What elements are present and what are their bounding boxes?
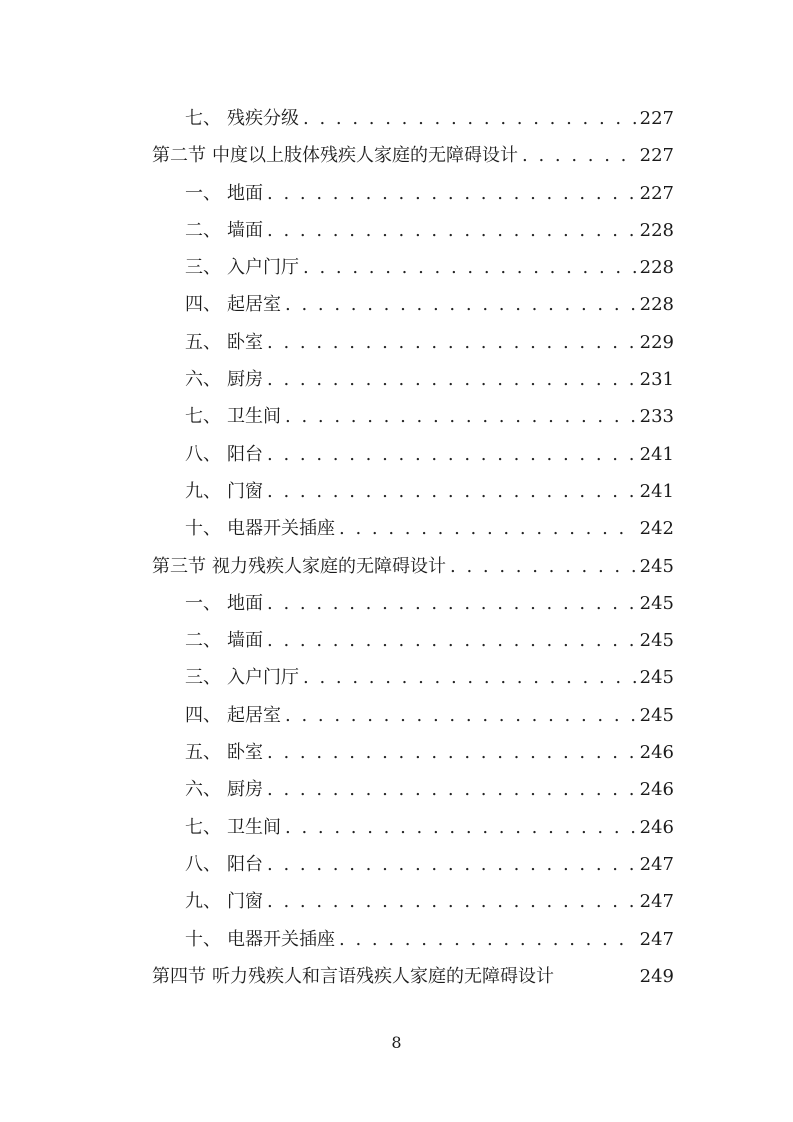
toc-leader-dots [339,510,636,547]
toc-entry-page: 228 [639,219,674,241]
toc-entry-number: 四、 [185,294,221,316]
toc-entry-text: 入户门厅 [227,667,299,689]
toc-entry-text: 残疾分级 [227,108,299,129]
toc-entry-number: 七、 [185,816,221,838]
toc-leader-dots [522,137,636,174]
toc-entry-text: 门窗 [227,480,263,502]
toc-leader-dots [267,324,636,361]
toc-entry-page: 246 [639,816,674,838]
toc-leader-dots [303,100,636,137]
toc-entry-text: 视力残疾人家庭的无障碍设计 [212,555,446,577]
toc-entry-number: 第四节 [152,965,206,987]
toc-entry-title [185,398,281,435]
toc-entry-page: 227 [639,182,674,204]
toc-item-entry[interactable] [152,361,674,398]
toc-entry-text: 入户门厅 [227,257,299,279]
toc-leader-dots [303,249,636,286]
toc-entry-number: 第三节 [152,555,206,577]
toc-entry-text: 地面 [227,592,263,614]
toc-item-entry[interactable] [152,771,674,808]
toc-item-entry[interactable] [152,175,674,212]
toc-item-entry[interactable] [152,249,674,286]
toc-item-entry[interactable] [152,734,674,771]
toc-entry-text: 卫生间 [227,406,281,428]
toc-leader-dots [267,361,636,398]
toc-item-entry[interactable] [152,809,674,846]
toc-entry-title [185,846,263,883]
toc-item-entry[interactable] [152,883,674,920]
toc-entry-page: 247 [639,853,674,875]
toc-leader-dots [339,921,636,958]
toc-entry-title [185,212,263,249]
toc-entry-number: 七、 [185,406,221,428]
toc-item-entry[interactable] [152,585,674,622]
toc-leader-dots [267,436,636,473]
toc-entry-title [152,958,554,995]
toc-leader-dots [267,212,636,249]
toc-item-entry[interactable] [152,622,674,659]
toc-leader-dots [450,548,636,585]
toc-entry-text: 阳台 [227,443,263,465]
toc-entry-title [185,175,263,212]
toc-entry-page: 245 [639,592,674,614]
toc-item-entry[interactable] [152,286,674,323]
toc-entry-title [185,286,281,323]
toc-entry-number: 一、 [185,592,221,614]
toc-item-entry[interactable] [152,921,674,958]
toc-leader-dots [285,697,636,734]
toc-section-entry[interactable] [152,137,674,174]
toc-entry-text: 地面 [227,182,263,204]
toc-leader-dots [285,809,636,846]
toc-entry-page: 229 [639,331,674,353]
toc-entry-page: 242 [639,518,674,540]
toc-entry-number: 九、 [185,891,221,913]
toc-entry-title [185,510,335,547]
toc-entry-title [185,622,263,659]
toc-entry-text: 卫生间 [227,816,281,838]
toc-entry-page: 245 [639,704,674,726]
toc-leader-dots [285,286,636,323]
toc-entry-text: 卧室 [227,742,263,764]
toc-entry-number: 五、 [185,742,221,764]
toc-entry-page: 231 [639,369,674,391]
toc-entry-title [185,361,263,398]
toc-entry-title [185,771,263,808]
toc-item-entry[interactable] [152,846,674,883]
toc-entry-text: 阳台 [227,853,263,875]
toc-entry-title [152,548,446,585]
toc-entry-title [185,324,263,361]
toc-entry-page: 249 [639,965,674,987]
toc-entry-text: 起居室 [227,294,281,316]
toc-entry-number: 三、 [185,257,221,279]
toc-entry-number: 十、 [185,518,221,540]
toc-entry-page: 241 [639,443,674,465]
toc-entry-page: 247 [639,891,674,913]
toc-item-entry[interactable] [152,324,674,361]
toc-entry-page: 227 [639,108,674,129]
toc-leader-dots [267,771,636,808]
toc-item-entry[interactable] [152,436,674,473]
toc-item-entry[interactable] [152,473,674,510]
toc-entry-page: 228 [639,257,674,279]
toc-entry-text: 墙面 [227,630,263,652]
toc-entry-text: 门窗 [227,891,263,913]
toc-entry-text: 卧室 [227,331,263,353]
toc-entry-number: 三、 [185,667,221,689]
toc-entry-number: 六、 [185,779,221,801]
toc-entry-number: 五、 [185,331,221,353]
toc-entry-text: 厨房 [227,369,263,391]
toc-entry-title [185,697,281,734]
toc-entry-page: 245 [639,630,674,652]
toc-entry-page: 245 [639,667,674,689]
toc-entry-title [185,734,263,771]
toc-entry-title [185,659,299,696]
toc-entry-page: 228 [639,294,674,316]
toc-section-entry[interactable] [152,548,674,585]
toc-entry-number: 二、 [185,630,221,652]
toc-leader-dots [303,659,636,696]
toc-entry-page: 246 [639,742,674,764]
toc-leader-dots [267,846,636,883]
toc-leader-dots [267,585,636,622]
toc-item-entry[interactable] [152,100,674,137]
table-of-contents [152,100,674,995]
toc-leader-dots [267,622,636,659]
toc-entry-title [185,883,263,920]
toc-entry-text: 起居室 [227,704,281,726]
toc-entry-number: 四、 [185,704,221,726]
toc-item-entry[interactable] [152,212,674,249]
toc-entry-number: 一、 [185,182,221,204]
toc-entry-number: 八、 [185,443,221,465]
toc-entry-number: 六、 [185,369,221,391]
toc-item-entry[interactable] [152,697,674,734]
toc-entry-number: 第二节 [152,145,206,167]
toc-entry-title [185,249,299,286]
toc-leader-dots [267,883,636,920]
toc-entry-title [185,473,263,510]
toc-entry-text: 电器开关插座 [227,928,335,950]
toc-entry-title [152,137,518,174]
toc-entry-title [185,921,335,958]
toc-item-entry[interactable] [152,510,674,547]
toc-entry-page: 233 [639,406,674,428]
toc-entry-number: 二、 [185,219,221,241]
toc-leader-dots [267,473,636,510]
toc-entry-text: 电器开关插座 [227,518,335,540]
toc-item-entry[interactable] [152,659,674,696]
toc-entry-text: 墙面 [227,219,263,241]
toc-entry-title [185,100,299,137]
toc-entry-title [185,436,263,473]
toc-leader-dots [267,734,636,771]
toc-entry-page: 245 [639,555,674,577]
toc-entry-number: 七、 [185,108,221,129]
toc-entry-number: 九、 [185,480,221,502]
toc-entry-title [185,585,263,622]
toc-entry-text: 厨房 [227,779,263,801]
toc-entry-page: 247 [639,928,674,950]
toc-leader-dots [267,175,636,212]
toc-entry-number: 十、 [185,928,221,950]
page-number: 8 [391,1033,402,1052]
toc-item-entry[interactable] [152,398,674,435]
toc-entry-page: 246 [639,779,674,801]
toc-entry-text: 中度以上肢体残疾人家庭的无障碍设计 [212,145,518,167]
toc-entry-page: 227 [639,145,674,167]
toc-entry-title [185,809,281,846]
toc-entry-number: 八、 [185,853,221,875]
toc-entry-page: 241 [639,480,674,502]
toc-leader-dots [285,398,636,435]
toc-section-entry[interactable] [152,958,674,995]
toc-entry-text: 听力残疾人和言语残疾人家庭的无障碍设计 [212,965,554,987]
